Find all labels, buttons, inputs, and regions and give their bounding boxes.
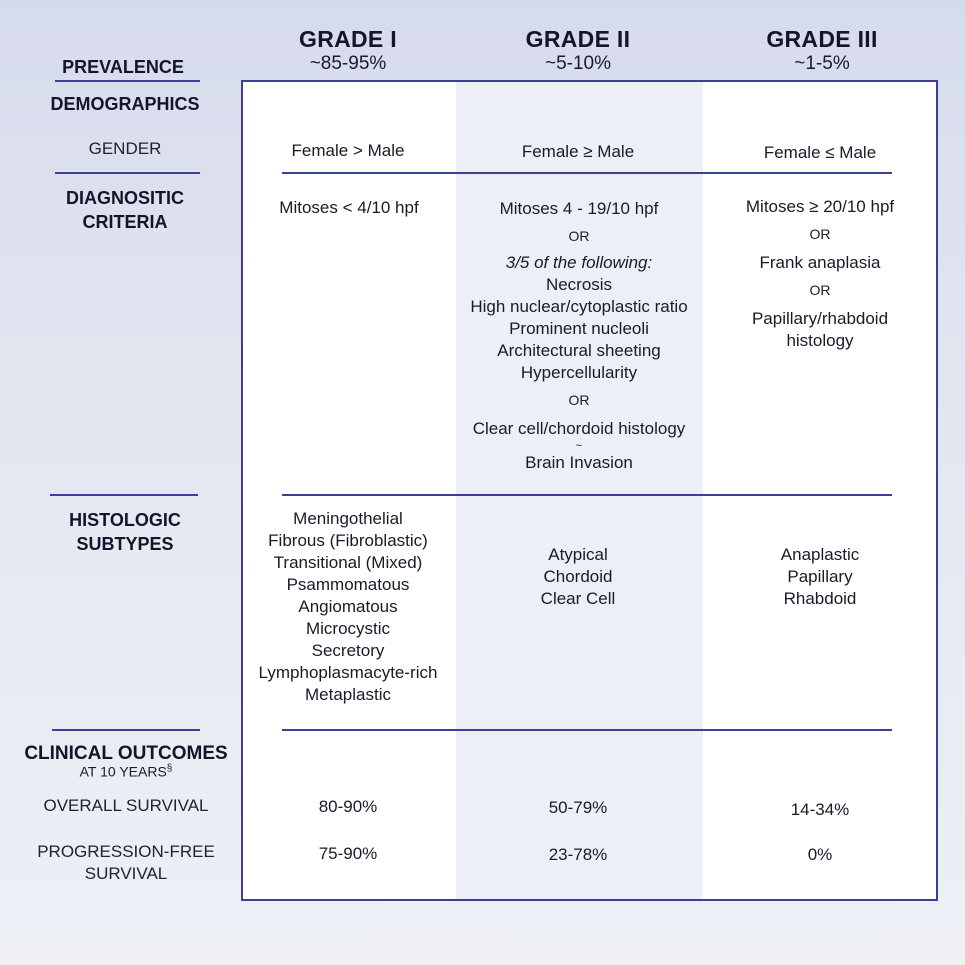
grade-iii-or-2: OR xyxy=(809,282,831,298)
subtypes-grade-ii xyxy=(478,544,678,610)
grade-iii-prevalence: ~1-5% xyxy=(794,53,850,74)
gender-label: GENDER xyxy=(88,139,162,158)
diagnostic-label-line-2: CRITERIA xyxy=(82,212,168,232)
grade-ii-title: GRADE II xyxy=(525,26,631,52)
outcomes-title: CLINICAL OUTCOMES xyxy=(24,743,228,764)
overall-survival-grade-iii: 14-34% xyxy=(790,800,850,819)
gender-grade-ii: Female ≥ Male xyxy=(521,142,635,161)
diagnostic-rule-left xyxy=(50,494,198,496)
subtype-i-9: Metaplastic xyxy=(305,685,391,704)
histologic-label-line-1: HISTOLOGIC xyxy=(69,510,181,530)
grade-ii-criterion-2: High nuclear/cytoplastic ratio xyxy=(470,297,688,316)
column-header-grade-iii xyxy=(722,26,922,75)
overall-survival-label: OVERALL SURVIVAL xyxy=(43,796,209,815)
grade-iii-papillary-2: histology xyxy=(786,331,854,350)
grade-ii-clear-cell: Clear cell/chordoid histology xyxy=(472,419,686,438)
grade-ii-brain-invasion: Brain Invasion xyxy=(525,453,633,472)
subtype-i-6: Microcystic xyxy=(305,619,391,638)
grade-iii-mitoses: Mitoses ≥ 20/10 hpf xyxy=(745,197,895,216)
diagnostic-criteria-label xyxy=(30,186,220,234)
prevalence-label: PREVALENCE xyxy=(62,57,184,77)
diagnostic-grade-ii xyxy=(452,198,706,474)
subtypes-grade-iii xyxy=(720,544,920,610)
grade-iii-anaplasia: Frank anaplasia xyxy=(759,253,881,272)
subtype-iii-1: Anaplastic xyxy=(780,545,860,564)
subtype-ii-2: Chordoid xyxy=(543,567,613,586)
column-header-grade-i xyxy=(248,26,448,75)
gender-grade-i: Female > Male xyxy=(291,141,405,160)
pfs-label-line-1: PROGRESSION-FREE xyxy=(37,842,215,861)
subtype-iii-2: Papillary xyxy=(787,567,853,586)
pfs-label-line-2: SURVIVAL xyxy=(84,864,168,883)
diagnostic-label-line-1: DIAGNOSITIC xyxy=(65,188,184,208)
grade-ii-tilde: ~ xyxy=(575,440,583,452)
progression-free-label xyxy=(14,841,238,885)
subtypes-rule xyxy=(282,729,892,731)
gender-grade-iii: Female ≤ Male xyxy=(763,143,877,162)
pfs-grade-i: 75-90% xyxy=(318,844,378,863)
subtypes-rule-left xyxy=(52,729,200,731)
pfs-grade-iii: 0% xyxy=(807,845,833,864)
diagnostic-grade-i: Mitoses < 4/10 hpf xyxy=(279,198,419,217)
outcomes-footnote-mark: § xyxy=(166,763,173,774)
prevalence-rule xyxy=(55,80,200,82)
histologic-label-line-2: SUBTYPES xyxy=(76,534,174,554)
grade-i-title: GRADE I xyxy=(299,26,397,52)
grade-i-prevalence: ~85-95% xyxy=(309,53,387,74)
grade-ii-criterion-3: Prominent nucleoli xyxy=(509,319,649,338)
subtype-ii-1: Atypical xyxy=(548,545,608,564)
subtype-i-3: Transitional (Mixed) xyxy=(273,553,423,572)
demographics-label: DEMOGRAPHICS xyxy=(50,94,200,114)
demographics-rule xyxy=(282,172,892,174)
subtype-i-7: Secretory xyxy=(311,641,385,660)
grade-ii-mitoses: Mitoses 4 - 19/10 hpf xyxy=(499,199,659,218)
subtype-i-4: Psammomatous xyxy=(286,575,410,594)
subtype-i-5: Angiomatous xyxy=(298,597,398,616)
column-header-grade-ii xyxy=(478,26,678,75)
grade-ii-or-1: OR xyxy=(568,228,590,244)
demographics-rule-left xyxy=(55,172,200,174)
subtype-ii-3: Clear Cell xyxy=(540,589,616,608)
subtype-i-1: Meningothelial xyxy=(293,509,403,528)
grade-iii-papillary-1: Papillary/rhabdoid xyxy=(751,309,889,328)
diagnostic-grade-iii xyxy=(706,196,934,352)
grade-iii-or-1: OR xyxy=(809,226,831,242)
grade-ii-prevalence: ~5-10% xyxy=(544,53,612,74)
subtype-i-8: Lymphoplasmacyte-rich xyxy=(258,663,438,682)
outcomes-subtitle-text: AT 10 YEARS xyxy=(79,763,167,780)
subtype-iii-3: Rhabdoid xyxy=(783,589,857,608)
grade-ii-criterion-1: Necrosis xyxy=(545,275,613,294)
diagnostic-rule xyxy=(282,494,892,496)
grade-ii-criterion-4: Architectural sheeting xyxy=(497,341,661,360)
pfs-grade-ii: 23-78% xyxy=(548,845,608,864)
overall-survival-grade-ii: 50-79% xyxy=(548,798,608,817)
grade-ii-criteria-intro: 3/5 of the following: xyxy=(505,253,653,272)
grade-ii-criterion-5: Hypercellularity xyxy=(520,363,638,382)
overall-survival-grade-i: 80-90% xyxy=(318,797,378,816)
histologic-subtypes-label xyxy=(30,508,220,556)
clinical-outcomes-label xyxy=(14,742,238,780)
subtypes-grade-i xyxy=(240,508,456,706)
grade-iii-title: GRADE III xyxy=(766,26,878,52)
subtype-i-2: Fibrous (Fibroblastic) xyxy=(268,531,428,550)
grade-ii-or-2: OR xyxy=(568,392,590,408)
